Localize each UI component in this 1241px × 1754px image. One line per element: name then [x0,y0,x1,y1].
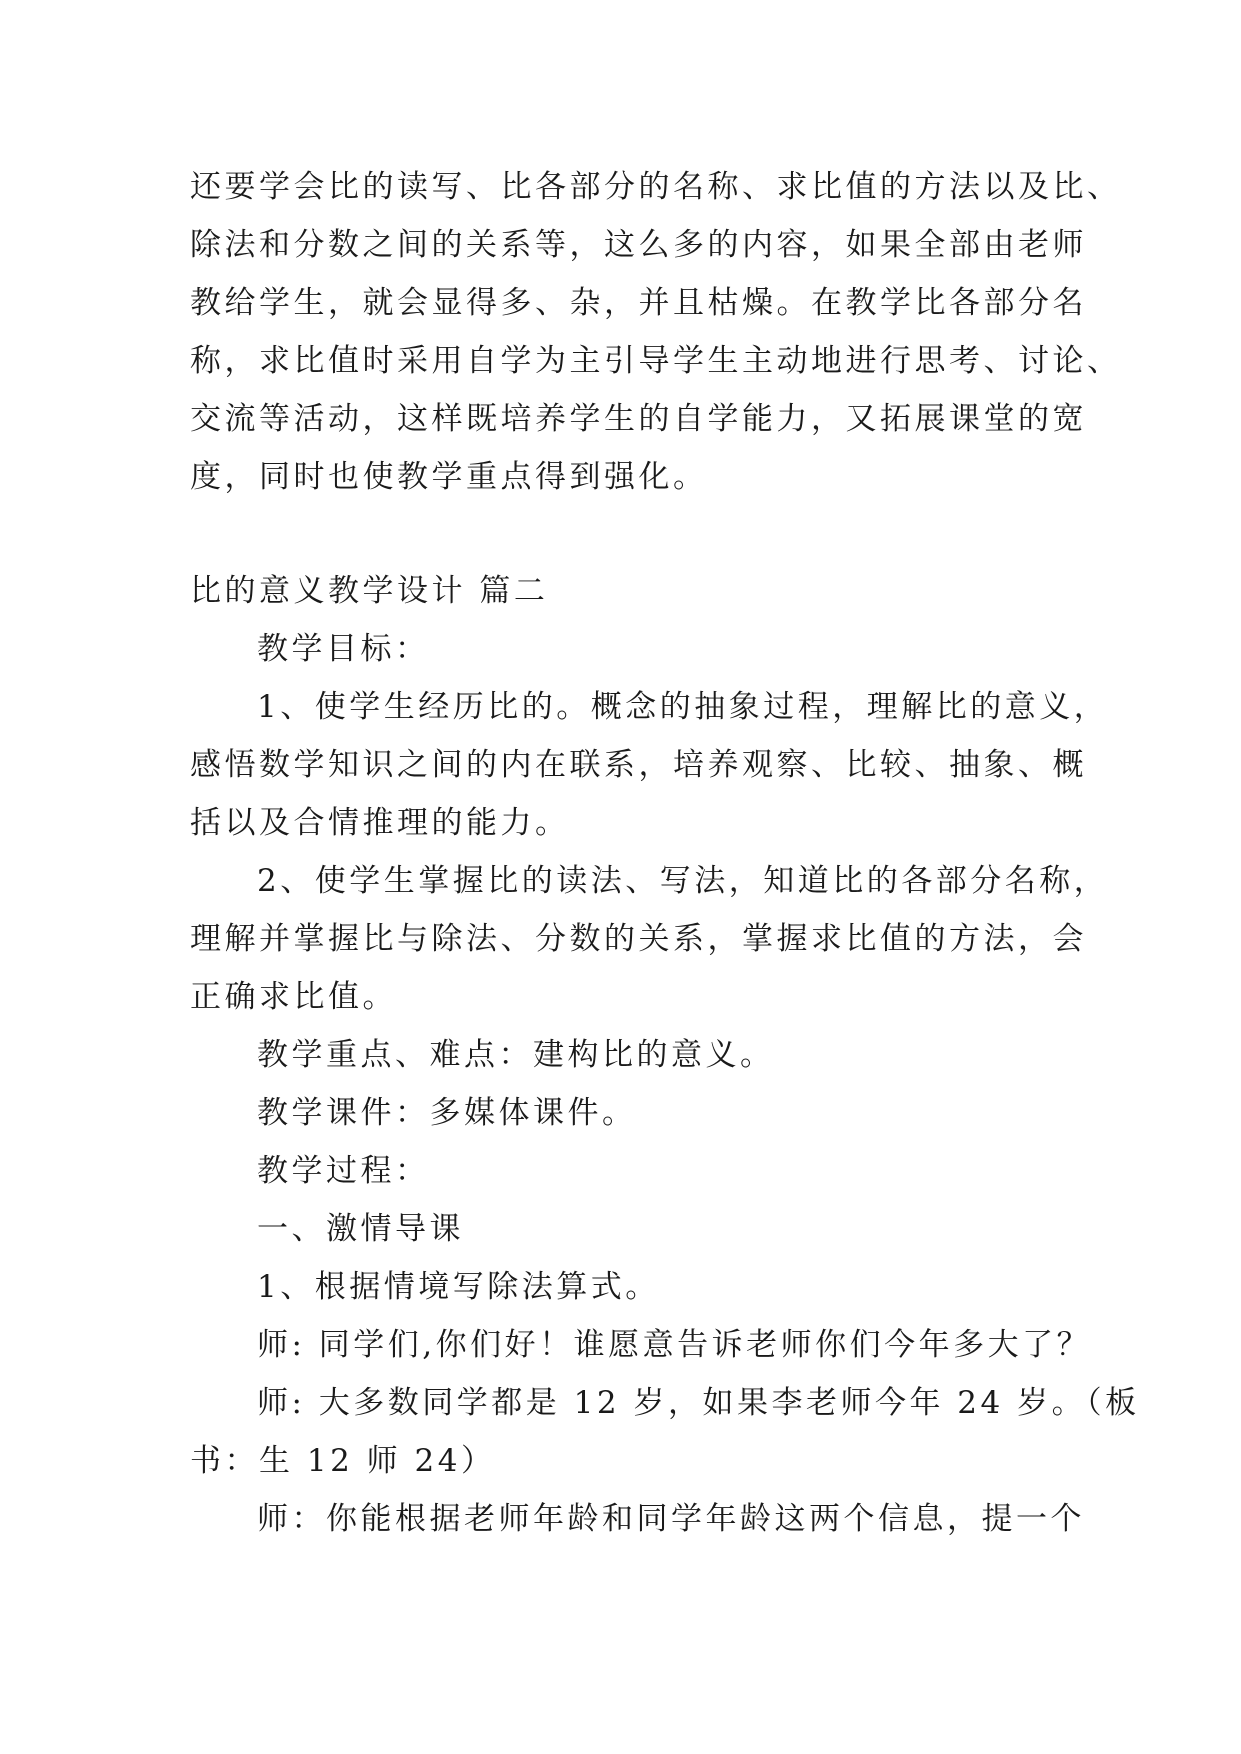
dialogue-line: 书：生 12 师 24） [190,1443,496,1479]
dialogue-line: 师：你能根据老师年龄和同学年龄这两个信息，提一个 [257,1501,1085,1537]
section-heading: 比的意义教学设计 篇二 [190,573,549,609]
paragraph-line: 称，求比值时采用自学为主引导学生主动地进行思考、讨论、 [190,343,1122,379]
process-label: 教学过程： [257,1153,430,1189]
objectives-label: 教学目标： [257,631,430,667]
paragraph-line: 教给学生，就会显得多、杂，并且枯燥。在教学比各部分名 [190,285,1087,321]
paragraph-line: 除法和分数之间的关系等，这么多的内容，如果全部由老师 [190,227,1087,263]
part-title: 一、激情导课 [257,1211,464,1247]
step-title: 1、根据情境写除法算式。 [257,1269,660,1305]
paragraph-line: 度，同时也使教学重点得到强化。 [190,459,708,495]
dialogue-line: 师: 同学们,你们好！谁愿意告诉老师你们今年多大了？ [257,1327,1092,1363]
key-points: 教学重点、难点：建构比的意义。 [257,1037,775,1073]
objective-item-2-line: 2、使学生掌握比的读法、写法，知道比的各部分名称， [257,863,1109,899]
objective-item-2-line: 理解并掌握比与除法、分数的关系，掌握求比值的方法，会 [190,921,1087,957]
objective-item-1-line: 感悟数学知识之间的内在联系，培养观察、比较、抽象、概 [190,747,1087,783]
paragraph-line: 交流等活动，这样既培养学生的自学能力，又拓展课堂的宽 [190,401,1087,437]
objective-item-2-line: 正确求比值。 [190,979,397,1015]
paragraph-line: 还要学会比的读写、比各部分的名称、求比值的方法以及比、 [190,169,1122,205]
objective-item-1-line: 1、使学生经历比的。概念的抽象过程，理解比的意义， [257,689,1109,725]
dialogue-line: 师: 大多数同学都是 12 岁，如果李老师今年 24 岁。（板 [257,1385,1140,1421]
objective-item-1-line: 括以及合情推理的能力。 [190,805,570,841]
courseware: 教学课件：多媒体课件。 [257,1095,637,1131]
